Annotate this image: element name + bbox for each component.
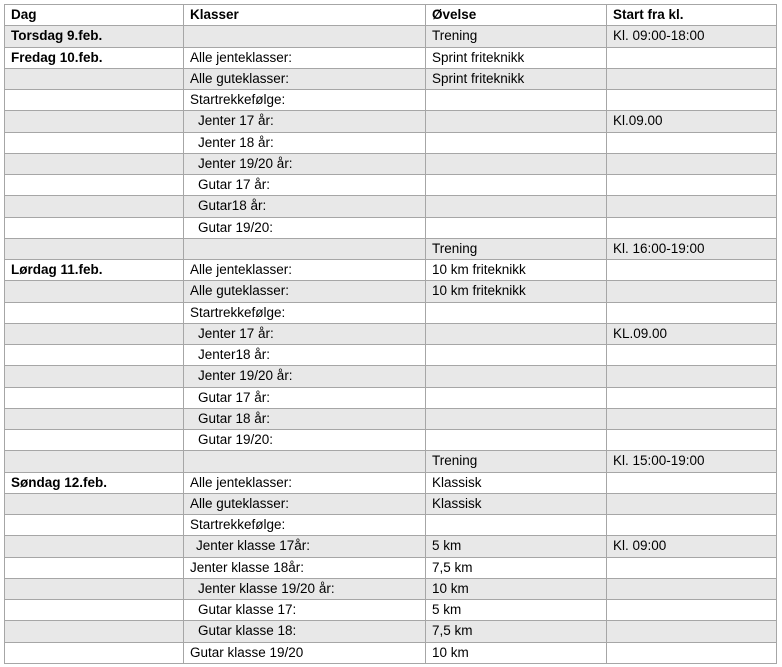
classes-cell: Alle jenteklasser: [184, 47, 426, 68]
table-row [5, 387, 777, 408]
table-row [5, 302, 777, 323]
table-row [5, 175, 777, 196]
day-cell: Lørdag 11.feb. [5, 260, 184, 281]
day-cell [5, 323, 184, 344]
start-cell [607, 302, 777, 323]
schedule-body [5, 26, 777, 664]
event-cell [426, 387, 607, 408]
event-cell [426, 111, 607, 132]
day-cell: Fredag 10.feb. [5, 47, 184, 68]
event-cell [426, 366, 607, 387]
day-cell [5, 217, 184, 238]
day-cell [5, 408, 184, 429]
table-row [5, 600, 777, 621]
event-cell [426, 196, 607, 217]
event-cell [426, 153, 607, 174]
event-cell: Sprint friteknikk [426, 47, 607, 68]
day-cell [5, 196, 184, 217]
event-cell: 10 km [426, 578, 607, 599]
header-row [5, 5, 777, 26]
day-cell [5, 111, 184, 132]
event-cell: 5 km [426, 536, 607, 557]
start-cell [607, 557, 777, 578]
table-row [5, 493, 777, 514]
day-cell [5, 68, 184, 89]
start-cell [607, 642, 777, 663]
day-cell: Torsdag 9.feb. [5, 26, 184, 47]
classes-cell [184, 451, 426, 472]
event-cell: 5 km [426, 600, 607, 621]
header-event: Øvelse [426, 5, 607, 26]
table-row [5, 111, 777, 132]
day-cell [5, 132, 184, 153]
table-row [5, 68, 777, 89]
table-row [5, 217, 777, 238]
event-cell [426, 345, 607, 366]
table-row [5, 515, 777, 536]
start-cell [607, 153, 777, 174]
day-cell: Søndag 12.feb. [5, 472, 184, 493]
table-row [5, 153, 777, 174]
event-cell: 7,5 km [426, 621, 607, 642]
classes-cell: Startrekkefølge: [184, 90, 426, 111]
start-cell: Kl. 16:00-19:00 [607, 238, 777, 259]
event-cell [426, 90, 607, 111]
event-cell: Sprint friteknikk [426, 68, 607, 89]
classes-cell: Jenter klasse 19/20 år: [184, 578, 426, 599]
start-cell [607, 175, 777, 196]
table-row [5, 238, 777, 259]
classes-cell: Jenter 18 år: [184, 132, 426, 153]
day-cell [5, 557, 184, 578]
start-cell: Kl. 15:00-19:00 [607, 451, 777, 472]
classes-cell: Alle jenteklasser: [184, 472, 426, 493]
start-cell [607, 366, 777, 387]
start-cell [607, 493, 777, 514]
classes-cell: Gutar klasse 18: [184, 621, 426, 642]
table-row [5, 557, 777, 578]
start-cell [607, 345, 777, 366]
table-row [5, 47, 777, 68]
table-row [5, 621, 777, 642]
start-cell [607, 90, 777, 111]
schedule-table [4, 4, 777, 664]
start-cell: KL.09.00 [607, 323, 777, 344]
header-start: Start fra kl. [607, 5, 777, 26]
classes-cell: Gutar 18 år: [184, 408, 426, 429]
classes-cell: Gutar 19/20: [184, 217, 426, 238]
day-cell [5, 366, 184, 387]
start-cell [607, 578, 777, 599]
day-cell [5, 387, 184, 408]
classes-cell: Jenter 17 år: [184, 323, 426, 344]
day-cell [5, 430, 184, 451]
event-cell: 10 km friteknikk [426, 260, 607, 281]
start-cell [607, 260, 777, 281]
event-cell: 10 km [426, 642, 607, 663]
table-row [5, 536, 777, 557]
table-row [5, 578, 777, 599]
start-cell [607, 430, 777, 451]
day-cell [5, 600, 184, 621]
start-cell: Kl.09.00 [607, 111, 777, 132]
day-cell [5, 90, 184, 111]
day-cell [5, 515, 184, 536]
table-row [5, 281, 777, 302]
table-row [5, 642, 777, 663]
event-cell: Trening [426, 451, 607, 472]
start-cell [607, 600, 777, 621]
classes-cell [184, 238, 426, 259]
table-row [5, 26, 777, 47]
table-row [5, 90, 777, 111]
event-cell [426, 132, 607, 153]
day-cell [5, 621, 184, 642]
start-cell [607, 281, 777, 302]
event-cell: Trening [426, 26, 607, 47]
classes-cell: Gutar18 år: [184, 196, 426, 217]
classes-cell: Alle guteklasser: [184, 281, 426, 302]
classes-cell: Gutar 17 år: [184, 387, 426, 408]
event-cell: 7,5 km [426, 557, 607, 578]
event-cell: Trening [426, 238, 607, 259]
day-cell [5, 238, 184, 259]
classes-cell: Jenter klasse 18år: [184, 557, 426, 578]
classes-cell: Jenter 17 år: [184, 111, 426, 132]
start-cell [607, 196, 777, 217]
table-row [5, 323, 777, 344]
event-cell [426, 430, 607, 451]
classes-cell: Gutar 17 år: [184, 175, 426, 196]
start-cell [607, 132, 777, 153]
classes-cell: Gutar 19/20: [184, 430, 426, 451]
event-cell [426, 302, 607, 323]
classes-cell: Gutar klasse 17: [184, 600, 426, 621]
table-row [5, 472, 777, 493]
day-cell [5, 153, 184, 174]
classes-cell: Jenter klasse 17år: [184, 536, 426, 557]
day-cell [5, 642, 184, 663]
event-cell: Klassisk [426, 472, 607, 493]
table-row [5, 366, 777, 387]
day-cell [5, 302, 184, 323]
event-cell: Klassisk [426, 493, 607, 514]
start-cell [607, 68, 777, 89]
day-cell [5, 451, 184, 472]
table-row [5, 345, 777, 366]
event-cell [426, 175, 607, 196]
start-cell [607, 47, 777, 68]
start-cell [607, 387, 777, 408]
classes-cell [184, 26, 426, 47]
table-row [5, 451, 777, 472]
classes-cell: Startrekkefølge: [184, 302, 426, 323]
event-cell [426, 515, 607, 536]
start-cell: Kl. 09:00 [607, 536, 777, 557]
classes-cell: Alle guteklasser: [184, 68, 426, 89]
start-cell [607, 621, 777, 642]
classes-cell: Alle jenteklasser: [184, 260, 426, 281]
classes-cell: Jenter 19/20 år: [184, 366, 426, 387]
table-row [5, 430, 777, 451]
event-cell: 10 km friteknikk [426, 281, 607, 302]
start-cell [607, 472, 777, 493]
classes-cell: Startrekkefølge: [184, 515, 426, 536]
start-cell [607, 515, 777, 536]
day-cell [5, 175, 184, 196]
table-row [5, 196, 777, 217]
day-cell [5, 493, 184, 514]
classes-cell: Jenter 19/20 år: [184, 153, 426, 174]
table-row [5, 132, 777, 153]
day-cell [5, 536, 184, 557]
day-cell [5, 345, 184, 366]
classes-cell: Jenter18 år: [184, 345, 426, 366]
event-cell [426, 217, 607, 238]
header-classes: Klasser [184, 5, 426, 26]
classes-cell: Gutar klasse 19/20 [184, 642, 426, 663]
start-cell [607, 217, 777, 238]
table-row [5, 408, 777, 429]
table-row [5, 260, 777, 281]
day-cell [5, 578, 184, 599]
start-cell: Kl. 09:00-18:00 [607, 26, 777, 47]
classes-cell: Alle guteklasser: [184, 493, 426, 514]
start-cell [607, 408, 777, 429]
day-cell [5, 281, 184, 302]
header-day: Dag [5, 5, 184, 26]
event-cell [426, 408, 607, 429]
event-cell [426, 323, 607, 344]
